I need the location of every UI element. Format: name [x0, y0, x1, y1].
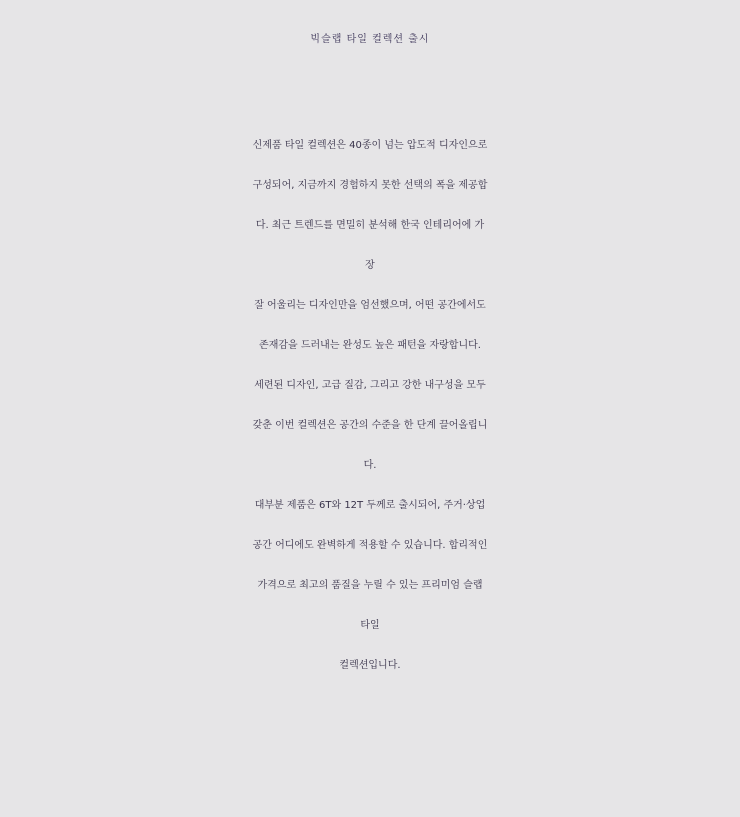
- body-line-11: 공간 어디에도 완벽하게 적용할 수 있습니다. 합리적인: [252, 540, 488, 551]
- body-line-13: 타일: [360, 620, 380, 631]
- body-line-7: 세련된 디자인, 고급 질감, 그리고 강한 내구성을 모두: [254, 380, 486, 391]
- body-line-2: 구성되어, 지금까지 경험하지 못한 선택의 폭을 제공합: [252, 180, 488, 191]
- body-line-10: 대부분 제품은 6T와 12T 두께로 출시되어, 주거·상업: [254, 500, 486, 511]
- body-text: [0, 126, 740, 686]
- body-line-14: 컬렉션입니다.: [339, 660, 401, 671]
- body-line-8: 갖춘 이번 컬렉션은 공간의 수준을 한 단계 끌어올립니: [252, 420, 488, 431]
- body-line-4: 장: [365, 260, 375, 271]
- body-line-3: 다. 최근 트렌드를 면밀히 분석해 한국 인테리어에 가: [255, 220, 485, 231]
- body-line-9: 다.: [363, 460, 377, 471]
- body-line-1: 신제품 타일 컬렉션은 40종이 넘는 압도적 디자인으로: [252, 140, 488, 151]
- body-line-6: 존재감을 드러내는 완성도 높은 패턴을 자랑합니다.: [259, 340, 481, 351]
- body-line-5: 잘 어울리는 디자인만을 엄선했으며, 어떤 공간에서도: [254, 300, 486, 311]
- page-title: 빅슬랩 타일 컬렉션 출시: [310, 34, 430, 45]
- body-line-12: 가격으로 최고의 품질을 누릴 수 있는 프리미엄 슬랩: [257, 580, 483, 591]
